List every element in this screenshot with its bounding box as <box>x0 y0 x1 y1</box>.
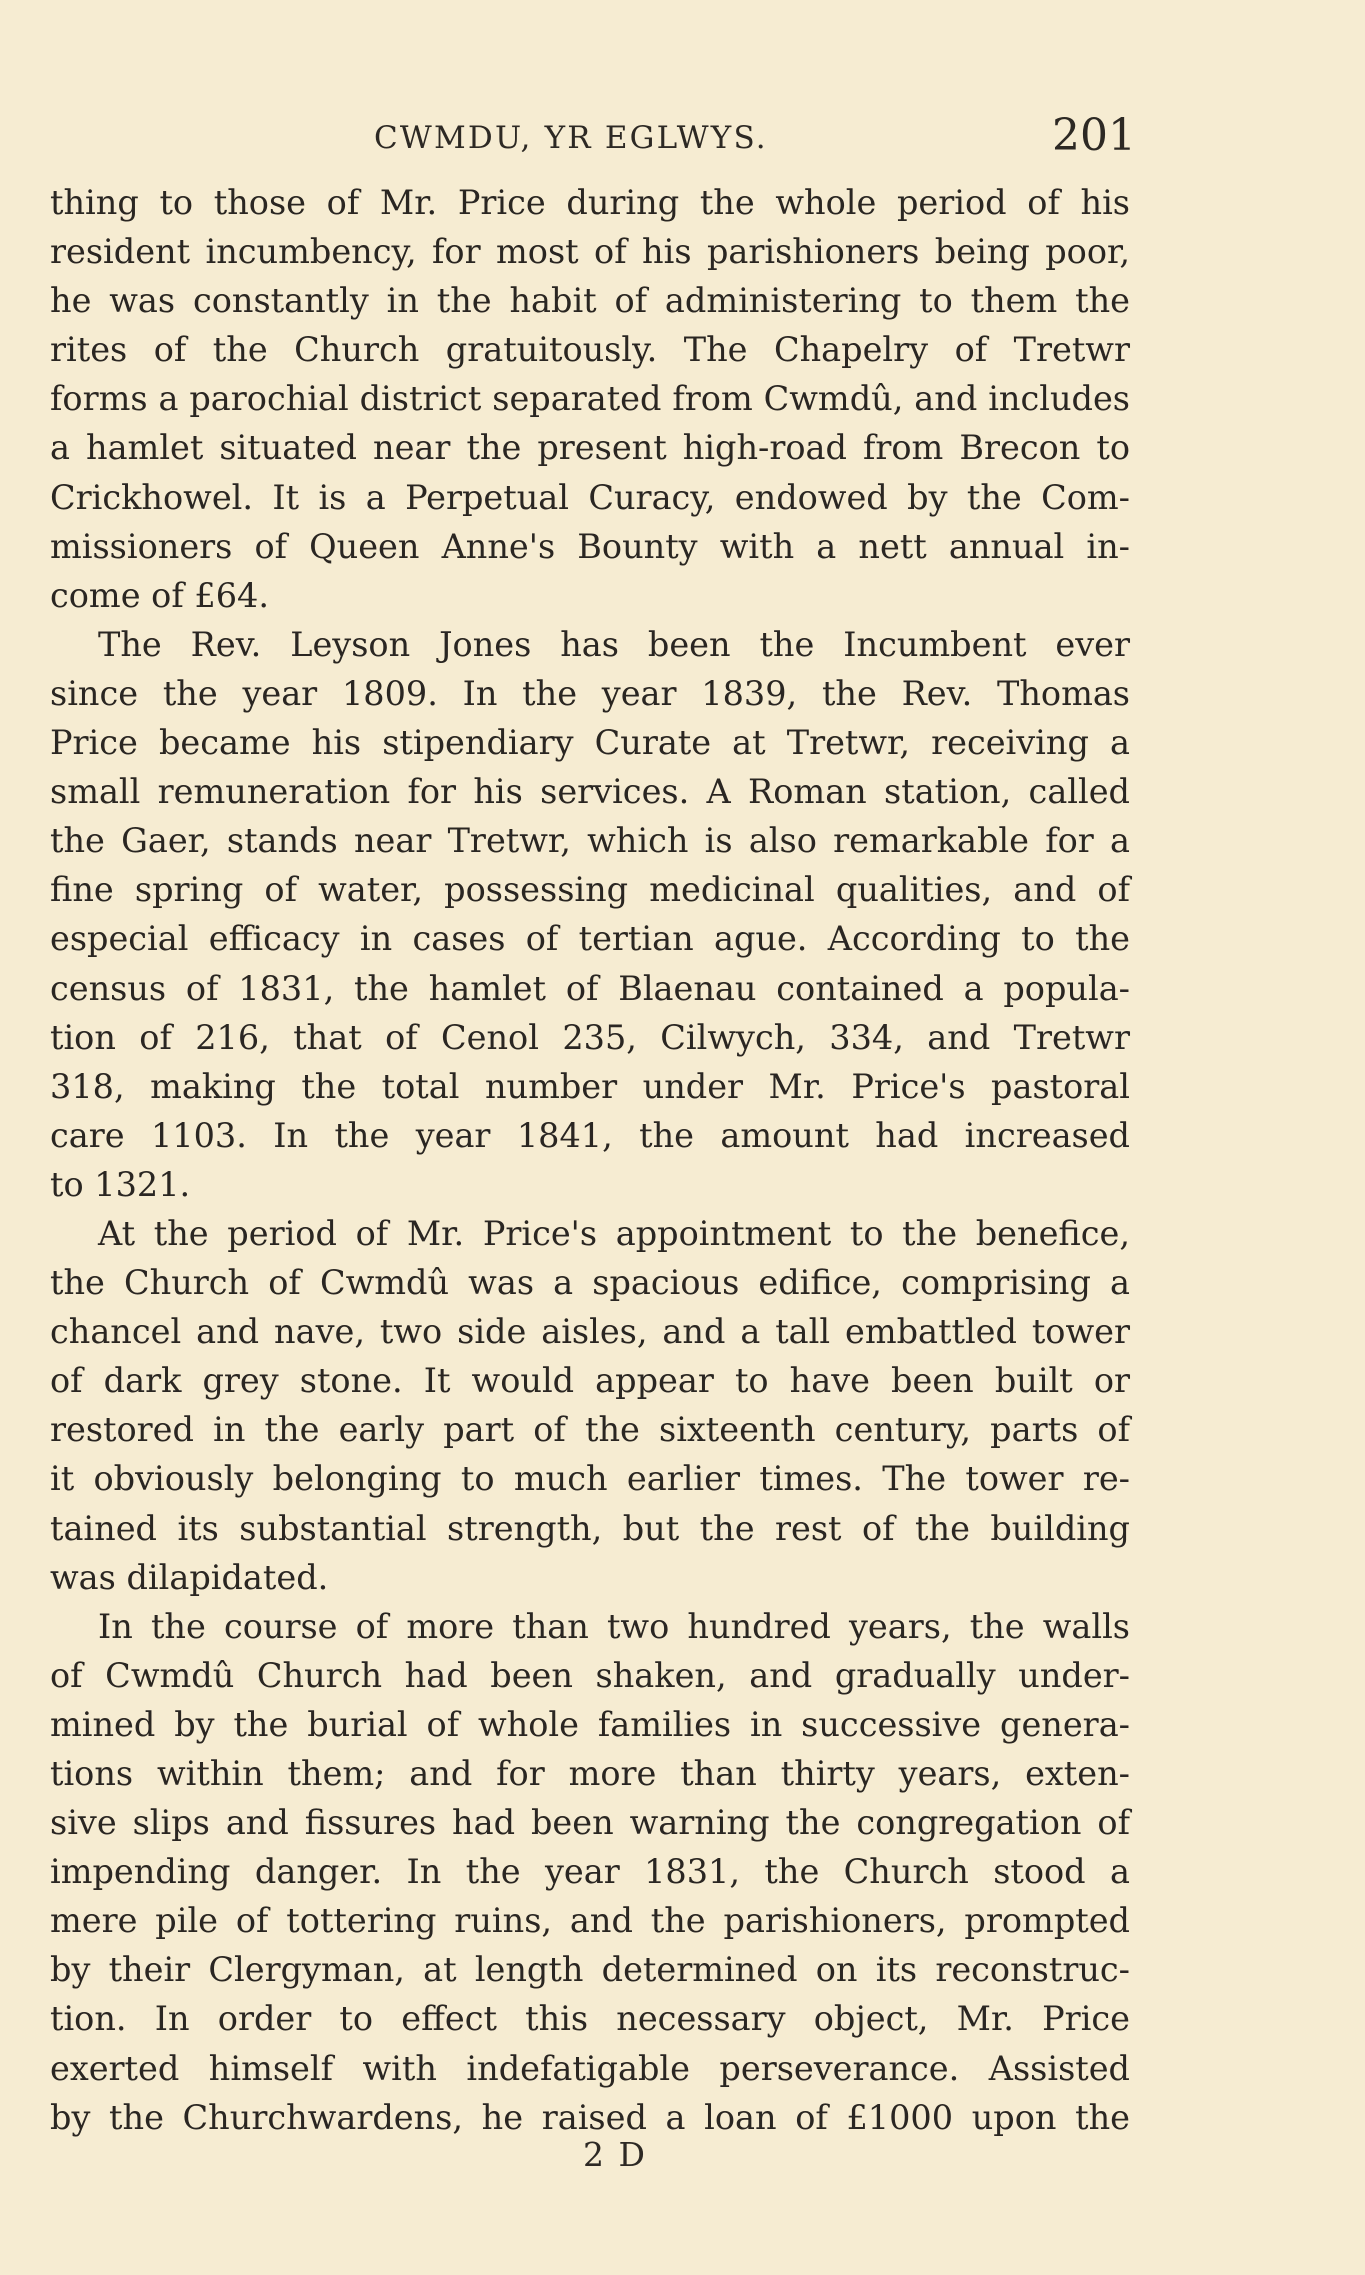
text-line: Crickhowel. It is a Perpetual Curacy, endowed by the Com- <box>50 477 1130 517</box>
text-line: a hamlet situated near the present high-road from Brecon to <box>50 428 1130 468</box>
text-line: especial efficacy in cases of tertian ague. According to the <box>50 919 1130 959</box>
text-line: tained its substantial strength, but the rest of the building <box>50 1508 1130 1548</box>
text-line: 318, making the total number under Mr. Price's pastoral <box>50 1066 1130 1106</box>
text-line: by the Churchwardens, he raised a loan of £1000 upon the <box>50 2097 1130 2137</box>
text-line: tions within them; and for more than thirty years, exten- <box>50 1754 1130 1793</box>
text-line: missioners of Queen Anne's Bounty with a nett annual in- <box>50 526 1130 566</box>
text-line: Price became his stipendiary Curate at Tretwr, receiving a <box>50 723 1130 763</box>
text-line: since the year 1809. In the year 1839, the Rev. Thomas <box>50 673 1130 713</box>
text-line: it obviously belonging to much earlier times. The tower re- <box>50 1459 1130 1499</box>
text-line: of Cwmdû Church had been shaken, and gradually under- <box>50 1655 1130 1695</box>
text-line: by their Clergyman, at length determined on its reconstruc- <box>50 1950 1130 1990</box>
text-line: At the period of Mr. Price's appointment to the benefice, <box>98 1213 1130 1253</box>
text-line: restored in the early part of the sixteenth century, parts of <box>50 1410 1130 1450</box>
signature-mark: 2 D <box>583 2135 647 2174</box>
page-number: 201 <box>1052 110 1136 161</box>
text-line: he was constantly in the habit of administering to them the <box>50 281 1130 321</box>
text-line: chancel and nave, two side aisles, and a tall embattled tower <box>50 1312 1130 1352</box>
running-head <box>0 110 1365 170</box>
text-line: sive slips and fissures had been warning the congregation of <box>50 1803 1130 1843</box>
text-line: tion. In order to effect this necessary object, Mr. Price <box>50 1999 1130 2039</box>
text-line: In the course of more than two hundred years, the walls <box>98 1606 1130 1646</box>
text-line: fine spring of water, possessing medicinal qualities, and of <box>50 870 1130 910</box>
text-line: resident incumbency, for most of his parishioners being poor, <box>50 232 1130 272</box>
text-line: mined by the burial of whole families in successive genera- <box>50 1704 1130 1744</box>
text-line: tion of 216, that of Cenol 235, Cilwych, 334, and Tretwr <box>50 1017 1130 1057</box>
text-line: to 1321. <box>50 1164 191 1204</box>
text-line: The Rev. Leyson Jones has been the Incumbent ever <box>98 624 1130 664</box>
text-line: come of £64. <box>50 575 269 615</box>
text-line: was dilapidated. <box>50 1557 329 1597</box>
running-title: CWMDU, YR EGLWYS. <box>374 120 768 156</box>
text-line: census of 1831, the hamlet of Blaenau contained a popula- <box>50 968 1130 1008</box>
text-line: exerted himself with indefatigable perseverance. Assisted <box>50 2048 1130 2088</box>
text-line: rites of the Church gratuitously. The Chapelry of Tretwr <box>50 330 1130 370</box>
text-line: care 1103. In the year 1841, the amount had increased <box>50 1115 1130 1155</box>
text-line: impending danger. In the year 1831, the Church stood a <box>50 1852 1130 1892</box>
body-text <box>50 178 1130 2142</box>
text-line: forms a parochial district separated from Cwmdû, and includes <box>50 379 1130 419</box>
text-line: thing to those of Mr. Price during the whole period of his <box>50 183 1130 222</box>
text-line: mere pile of tottering ruins, and the parishioners, prompted <box>50 1901 1130 1941</box>
text-line: the Church of Cwmdû was a spacious edifice, comprising a <box>50 1263 1130 1303</box>
text-line: of dark grey stone. It would appear to have been built or <box>50 1361 1130 1401</box>
text-line: small remuneration for his services. A Roman station, called <box>50 772 1130 812</box>
text-line: the Gaer, stands near Tretwr, which is also remarkable for a <box>50 821 1130 861</box>
